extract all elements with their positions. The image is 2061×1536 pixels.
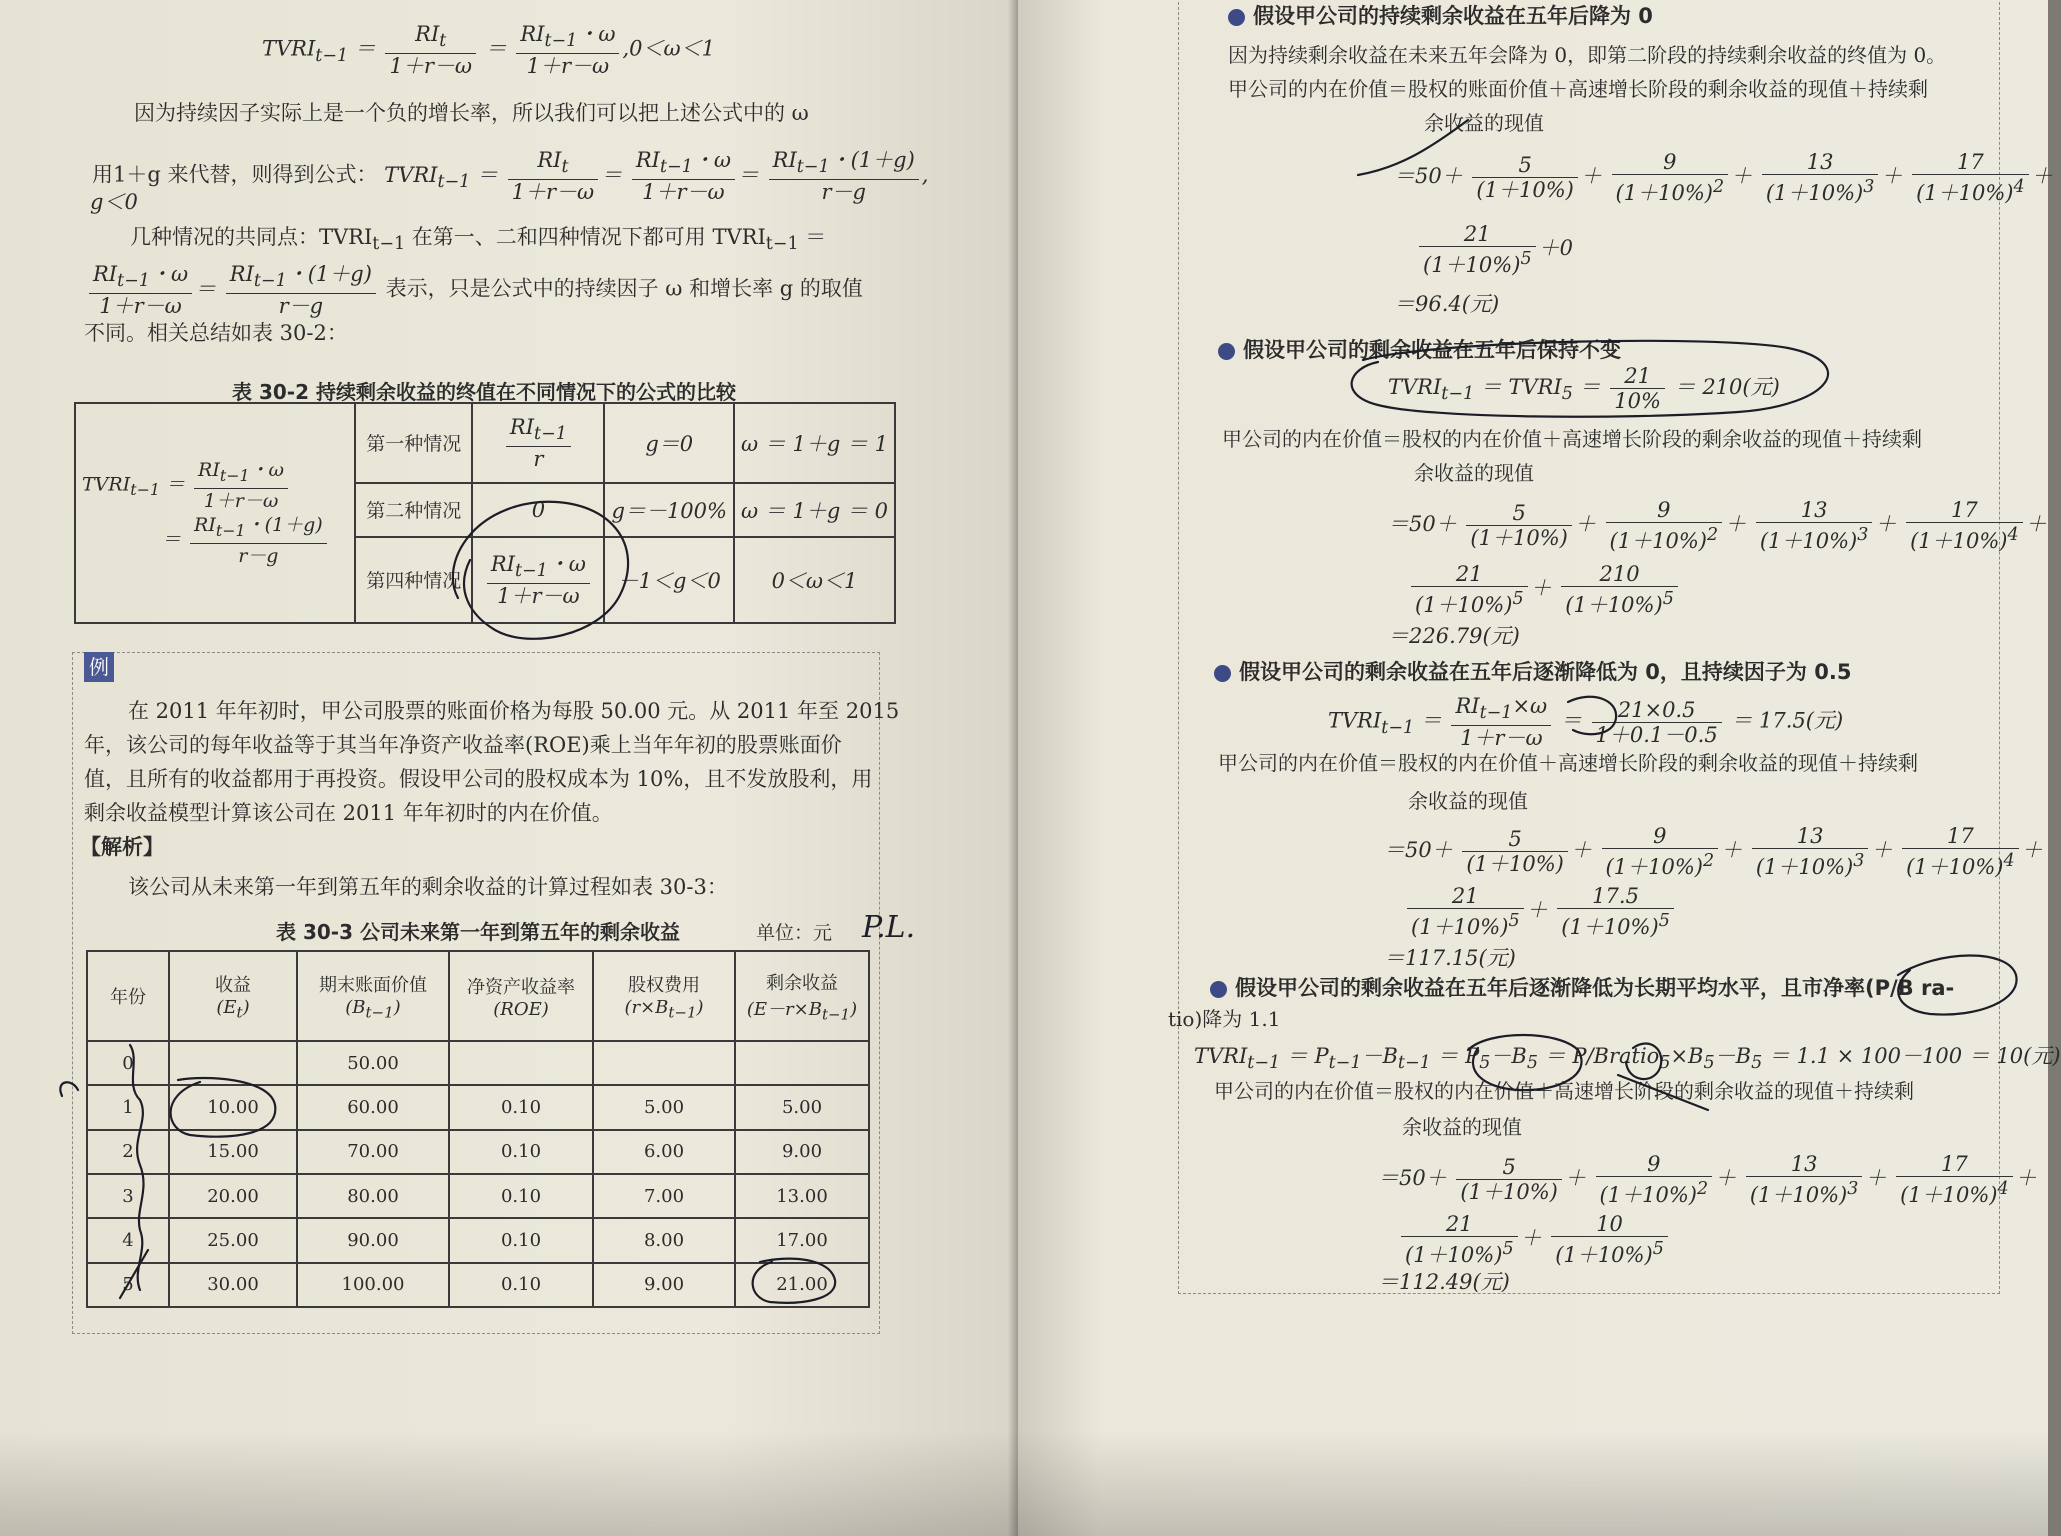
table-30-2-w-1: ω ＝ 1＋g ＝ 1: [734, 403, 895, 483]
section-3-sum: ＝50＋ $\frac{5}{(1+10\%)}$ ＋ $\frac{9}{(1+10\%)^2}$ ＋ $\frac{13}{(1+10\%)^3}$ ＋ $\frac{17}{(1+10\%)^4}$ ＋: [1384, 824, 2043, 879]
table-30-2-tv-4: $\frac{RI_{t-1}・\omega}{1+r-\omega}$: [472, 537, 604, 623]
section-4-sum-2: $\frac{21}{(1+10\%)^5}$ ＋ $\frac{10}{(1+10\%)^5}$: [1398, 1212, 1671, 1267]
section-4-result: ＝112.49(元): [1378, 1270, 1510, 1294]
table-30-2-tv-1: $\frac{RI_{t-1}}{r}$: [472, 403, 604, 483]
table-cell: 9.00: [593, 1263, 735, 1307]
table-cell: 15.00: [169, 1130, 297, 1174]
table-cell: 0.10: [449, 1130, 593, 1174]
left-page: [0, 0, 1018, 1536]
section-3-heading: 假设甲公司的剩余收益在五年后逐渐降低为 0，且持续因子为 0.5: [1214, 656, 1851, 686]
col-residual-income: 剩余收益 $(E-r\times B_{t-1})$: [735, 951, 869, 1041]
section-4-heading-2: tio)降为 1.1: [1168, 1007, 1281, 1031]
bullet-icon: [1218, 343, 1235, 360]
equation-tvri-omega: $TVRI_{t-1}$ ＝ $\frac{RI_t}{1+r-\omega}$ ＝ $\frac{RI_{t-1}・\omega}{1+r-\omega}$ ,0＜ω＜1: [262, 22, 715, 79]
table-30-2-case-4: 第四种情况: [355, 537, 472, 623]
page-bottom-shadow: [0, 1430, 2048, 1536]
table-30-2-caption: 表 30-2 持续剩余收益的终值在不同情况下的公式的比较: [232, 380, 736, 404]
table-cell: [593, 1041, 735, 1085]
bullet-icon: [1228, 9, 1245, 26]
table-30-3-caption: 表 30-3 公司未来第一年到第五年的剩余收益: [276, 920, 680, 944]
table-30-2-g-1: g＝0: [604, 403, 734, 483]
table-cell: 13.00: [735, 1174, 869, 1218]
section-4-line-1: 甲公司的内在价值＝股权的内在价值＋高速增长阶段的剩余收益的现值＋持续剩: [1214, 1079, 1914, 1103]
table-30-2-g-4: －1＜g＜0: [604, 537, 734, 623]
table-30-3: [86, 950, 870, 1308]
table-row: [87, 1041, 869, 1085]
table-row: [87, 1174, 869, 1218]
table-30-2-g-2: g＝－100%: [604, 483, 734, 537]
right-page: [1018, 0, 2061, 1536]
section-1-line-1: 因为持续剩余收益在未来五年会降为 0，即第二阶段的持续剩余收益的终值为 0。: [1228, 43, 1947, 67]
condition-g-negative: g＜0: [90, 190, 138, 214]
section-2-heading: 假设甲公司的剩余收益在五年后保持不变: [1218, 334, 1621, 364]
table-cell: 80.00: [297, 1174, 449, 1218]
table-row: [87, 1085, 869, 1129]
section-3-line-2: 余收益的现值: [1408, 789, 1528, 813]
table-cell: 5.00: [735, 1085, 869, 1129]
table-cell: 17.00: [735, 1218, 869, 1262]
table-cell: [735, 1041, 869, 1085]
handwritten-note: P.L.: [862, 910, 916, 945]
table-cell: 20.00: [169, 1174, 297, 1218]
paragraph-common-point-2: $\frac{RI_{t-1}・\omega}{1+r-\omega}$ ＝ $\frac{RI_{t-1}・(1+g)}{r-g}$ 表示，只是公式中的持续因子 ω 和增长率 g 的取值: [86, 262, 966, 318]
section-1-sum-2: $\frac{21}{(1+10\%)^5}$ ＋0: [1416, 222, 1573, 277]
section-2-line-2: 余收益的现值: [1414, 461, 1534, 485]
table-30-2-w-4: 0＜ω＜1: [734, 537, 895, 623]
example-text-3: 值，且所有的收益都用于再投资。假设甲公司的股权成本为 10%，且不发放股利，用: [84, 767, 873, 791]
analysis-intro: 该公司从未来第一年到第五年的剩余收益的计算过程如表 30-3：: [128, 875, 728, 899]
example-text-2: 年，该公司的每年收益等于其当年净资产收益率(ROE)乘上当年年初的股票账面价: [84, 733, 842, 757]
table-cell: 50.00: [297, 1041, 449, 1085]
table-cell: 5.00: [593, 1085, 735, 1129]
example-badge: 例: [84, 652, 114, 682]
section-2-result: ＝226.79(元): [1388, 624, 1520, 648]
table-cell: 100.00: [297, 1263, 449, 1307]
col-earnings: 收益 $(E_t)$: [169, 951, 297, 1041]
table-cell: 60.00: [297, 1085, 449, 1129]
table-cell: 70.00: [297, 1130, 449, 1174]
section-2-line-1: 甲公司的内在价值＝股权的内在价值＋高速增长阶段的剩余收益的现值＋持续剩: [1222, 427, 1922, 451]
table-cell: 90.00: [297, 1218, 449, 1262]
table-cell: 2: [87, 1130, 169, 1174]
paragraph-summary-ref: 不同。相关总结如表 30-2：: [84, 321, 348, 345]
analysis-label: 【解析】: [80, 834, 164, 859]
section-3-tv: $TVRI_{t-1}$ ＝ $\frac{RI_{t-1}\times\omega}{1+r-\omega}$ ＝ $\frac{21\times 0.5}{1+0.1-0.5}$ ＝ 17.5(元): [1328, 694, 1844, 751]
example-text-1: 在 2011 年年初时，甲公司股票的账面价格为每股 50.00 元。从 2011 年至 2015: [128, 699, 900, 723]
table-cell: 0.10: [449, 1085, 593, 1129]
section-4-tv: $TVRI_{t-1} = P_{t-1}-B_{t-1} = P_5-B_5$ ＝ $P/Bratio_5\times B_5-B_5 = 1.1 \times 100-100 = 10$(元): [1194, 1044, 2061, 1074]
table-cell: 21.00: [735, 1263, 869, 1307]
table-30-2: [74, 402, 896, 624]
table-30-2-case-1: 第一种情况: [355, 403, 472, 483]
table-cell: 0.10: [449, 1174, 593, 1218]
table-cell: 5: [87, 1263, 169, 1307]
table-cell: 0.10: [449, 1263, 593, 1307]
section-1-line-2: 甲公司的内在价值＝股权的账面价值＋高速增长阶段的剩余收益的现值＋持续剩: [1228, 77, 1928, 101]
section-3-line-1: 甲公司的内在价值＝股权的内在价值＋高速增长阶段的剩余收益的现值＋持续剩: [1218, 751, 1918, 775]
table-row: [87, 1263, 869, 1307]
section-4-line-2: 余收益的现值: [1402, 1115, 1522, 1139]
table-cell: [169, 1041, 297, 1085]
table-30-3-header-row: [87, 951, 869, 1041]
col-equity-charge: 股权费用 $(r\times B_{t-1})$: [593, 951, 735, 1041]
section-2-tv: $TVRI_{t-1}$ ＝ $TVRI_5$ ＝ $\frac{21}{10\%}$ ＝ 210(元): [1388, 364, 1780, 413]
col-roe: 净资产收益率 (ROE): [449, 951, 593, 1041]
table-cell: 3: [87, 1174, 169, 1218]
table-cell: 6.00: [593, 1130, 735, 1174]
paragraph-omega-substitution: 因为持续因子实际上是一个负的增长率，所以我们可以把上述公式中的 ω: [134, 101, 809, 125]
table-cell: 25.00: [169, 1218, 297, 1262]
table-cell: 1: [87, 1085, 169, 1129]
col-year: 年份: [87, 951, 169, 1041]
bullet-icon: [1210, 981, 1227, 998]
section-3-result: ＝117.15(元): [1384, 946, 1516, 970]
table-cell: 30.00: [169, 1263, 297, 1307]
col-book-value: 期末账面价值 $(B_{t-1})$: [297, 951, 449, 1041]
section-4-heading: 假设甲公司的剩余收益在五年后逐渐降低为长期平均水平，且市净率(P/B ra-: [1210, 972, 1954, 1002]
section-4-sum: ＝50＋ $\frac{5}{(1+10\%)}$ ＋ $\frac{9}{(1+10\%)^2}$ ＋ $\frac{13}{(1+10\%)^3}$ ＋ $\frac{17}{(1+10\%)^4}$ ＋: [1378, 1152, 2037, 1207]
section-2-sum-2: $\frac{21}{(1+10\%)^5}$ ＋ $\frac{210}{(1+10\%)^5}$: [1408, 562, 1681, 617]
table-cell: 9.00: [735, 1130, 869, 1174]
table-row: [87, 1130, 869, 1174]
example-text-4: 剩余收益模型计算该公司在 2011 年年初时的内在价值。: [84, 801, 613, 825]
table-cell: 0.10: [449, 1218, 593, 1262]
table-cell: [449, 1041, 593, 1085]
table-cell: 4: [87, 1218, 169, 1262]
section-1-line-3: 余收益的现值: [1424, 111, 1544, 135]
section-3-sum-2: $\frac{21}{(1+10\%)^5}$ ＋ $\frac{17.5}{(1+10\%)^5}$: [1404, 884, 1677, 939]
table-cell: 8.00: [593, 1218, 735, 1262]
paragraph-formula-line: 用1＋g 来代替，则得到公式： $TVRI_{t-1}$ ＝ $\frac{RI_t}{1+r-\omega}$ ＝ $\frac{RI_{t-1}・\omega}{1+r-\omega}$ ＝ $\frac{RI_{t-1}・(1+g)}{r-g}$ ,: [92, 148, 929, 205]
table-30-2-case-2: 第二种情况: [355, 483, 472, 537]
table-30-3-unit: 单位：元: [756, 922, 833, 944]
bullet-icon: [1214, 665, 1231, 682]
table-30-2-formula-cell: $TVRI_{t-1}$ ＝ $\frac{RI_{t-1}・\omega}{1+r-\omega}$ ＝ $\frac{RI_{t-1}・(1+g)}{r-g}$: [75, 403, 355, 623]
section-1-heading: 假设甲公司的持续剩余收益在五年后降为 0: [1228, 0, 1653, 30]
table-cell: 10.00: [169, 1085, 297, 1129]
section-1-sum: ＝50＋ $\frac{5}{(1+10\%)}$ ＋ $\frac{9}{(1+10\%)^2}$ ＋ $\frac{13}{(1+10\%)^3}$ ＋ $\frac{17}{(1+10\%)^4}$ ＋: [1394, 150, 2053, 205]
paragraph-common-point: 几种情况的共同点：$TVRI_{t-1}$ 在第一、二和四种情况下都可用 $TVRI_{t-1}$ ＝: [130, 225, 827, 255]
table-cell: 0: [87, 1041, 169, 1085]
table-30-2-w-2: ω ＝ 1＋g ＝ 0: [734, 483, 895, 537]
table-cell: 7.00: [593, 1174, 735, 1218]
table-30-2-tv-2: 0: [472, 483, 604, 537]
table-row: [87, 1218, 869, 1262]
section-1-result: ＝96.4(元): [1394, 292, 1500, 316]
section-2-sum: ＝50＋ $\frac{5}{(1+10\%)}$ ＋ $\frac{9}{(1+10\%)^2}$ ＋ $\frac{13}{(1+10\%)^3}$ ＋ $\frac{17}{(1+10\%)^4}$ ＋: [1388, 498, 2047, 553]
